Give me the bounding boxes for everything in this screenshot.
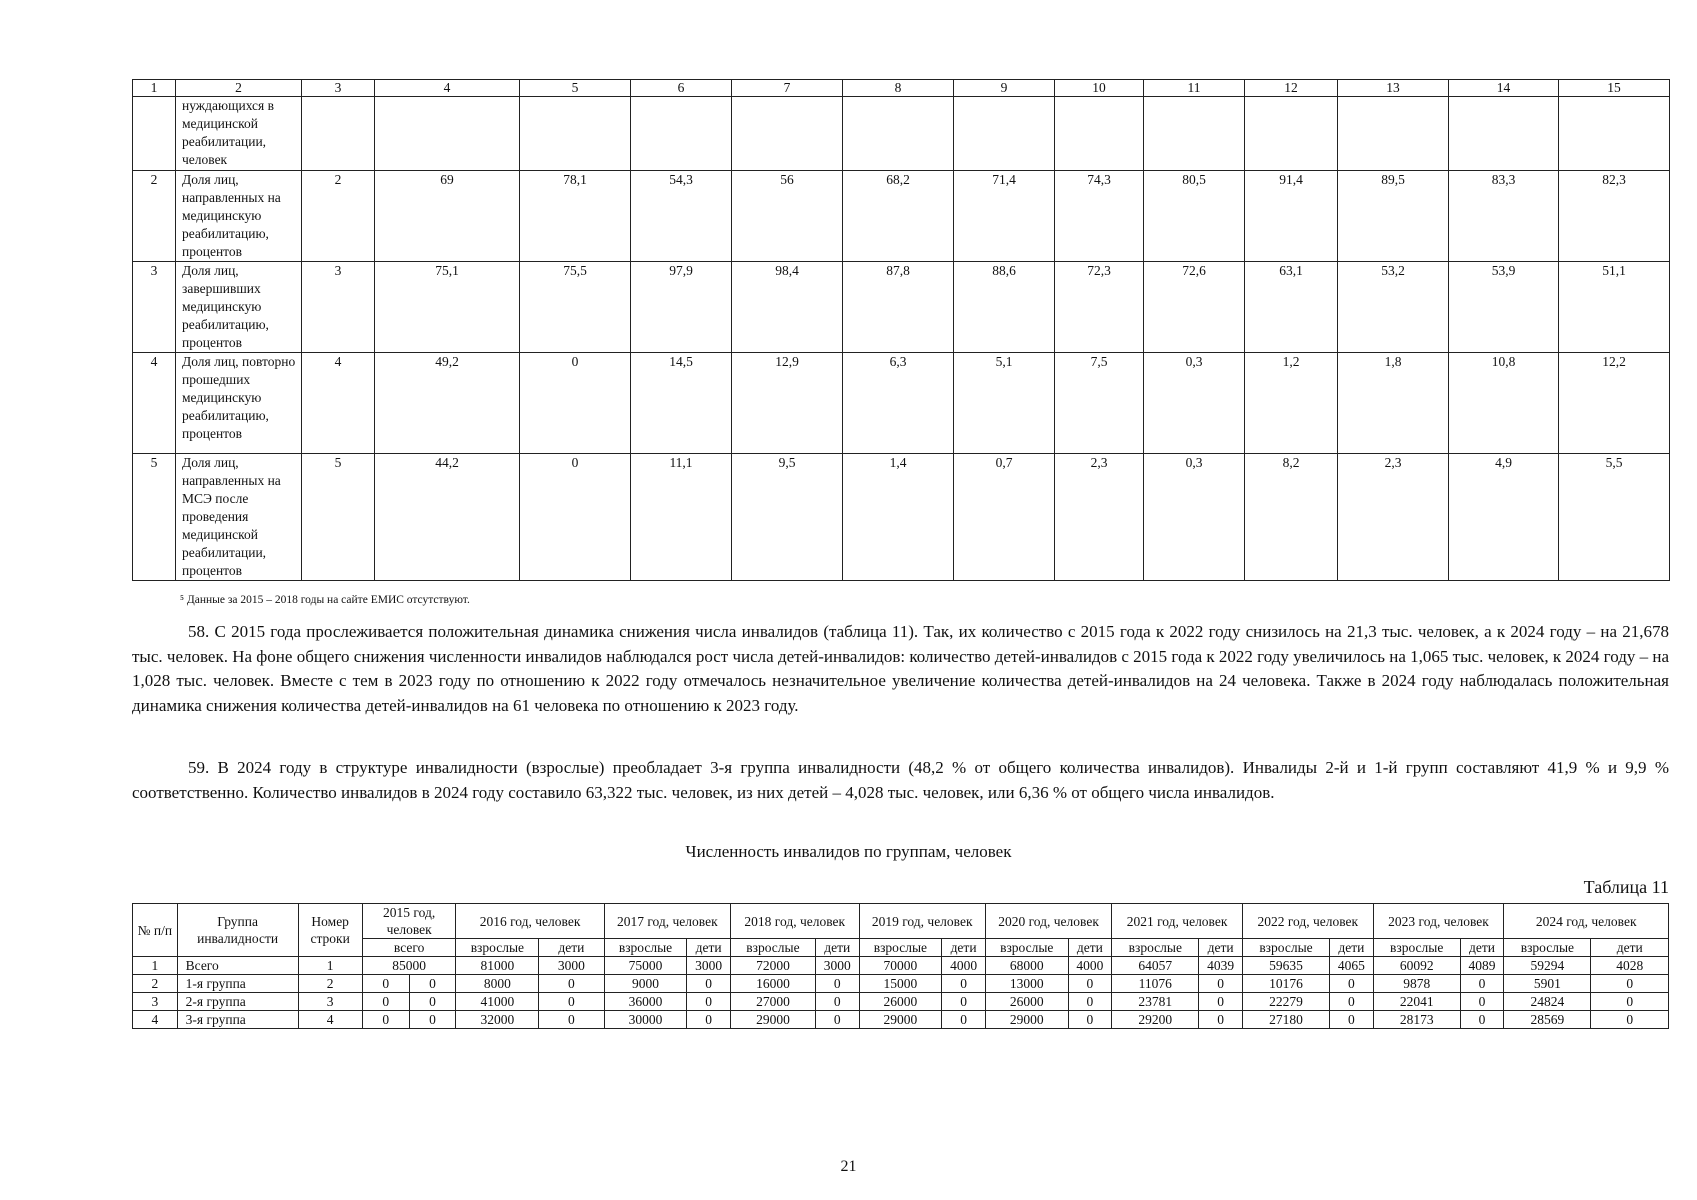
value-cell: 0 <box>1199 975 1243 993</box>
table-row <box>133 975 1669 993</box>
value-cell: 12,2 <box>1559 353 1670 454</box>
subheader-adults: взрослые <box>730 939 815 957</box>
row-number: 4 <box>133 1011 178 1029</box>
value-cell: 0 <box>362 975 409 993</box>
value-cell: 72,6 <box>1144 262 1245 353</box>
header-year: 2016 год, человек <box>456 904 604 939</box>
value-cell: 59294 <box>1504 957 1591 975</box>
group-name: 1-я группа <box>177 975 298 993</box>
value-cell: 91,4 <box>1245 171 1338 262</box>
value-cell: 8,2 <box>1245 454 1338 581</box>
value-cell: 10,8 <box>1449 353 1559 454</box>
value-cell: 0 <box>409 993 456 1011</box>
value-cell: 4,9 <box>1449 454 1559 581</box>
value-cell: 10176 <box>1242 975 1329 993</box>
col-number: 10 <box>1055 80 1144 97</box>
value-cell: 9000 <box>604 975 687 993</box>
value-cell: 0 <box>409 1011 456 1029</box>
value-cell: 4039 <box>1199 957 1243 975</box>
header-number: № п/п <box>133 904 178 957</box>
value-cell: 12,9 <box>732 353 843 454</box>
subheader-adults: взрослые <box>1504 939 1591 957</box>
value-cell: 53,9 <box>1449 262 1559 353</box>
value-cell: 0,3 <box>1144 353 1245 454</box>
line-number: 2 <box>298 975 362 993</box>
subheader-children: дети <box>687 939 731 957</box>
value-cell: 70000 <box>859 957 942 975</box>
line-number: 4 <box>302 353 375 454</box>
table-row <box>133 1011 1669 1029</box>
value-cell: 69 <box>375 171 520 262</box>
value-cell: 0 <box>942 993 986 1011</box>
header-line: Номер строки <box>298 904 362 957</box>
row-label: Доля лиц, завершивших медицинскую реабилитацию, процентов <box>176 262 302 353</box>
value-cell: 2,3 <box>1338 454 1449 581</box>
col-number: 11 <box>1144 80 1245 97</box>
value-cell: 98,4 <box>732 262 843 353</box>
value-cell: 44,2 <box>375 454 520 581</box>
value-cell: 23781 <box>1112 993 1199 1011</box>
col-number: 2 <box>176 80 302 97</box>
group-name: Всего <box>177 957 298 975</box>
value-cell: 53,2 <box>1338 262 1449 353</box>
value-cell: 56 <box>732 171 843 262</box>
group-name: 2-я группа <box>177 993 298 1011</box>
value-cell: 0,3 <box>1144 454 1245 581</box>
value-cell: 63,1 <box>1245 262 1338 353</box>
header-year: 2024 год, человек <box>1504 904 1669 939</box>
value-cell: 15000 <box>859 975 942 993</box>
value-cell: 0 <box>1199 1011 1243 1029</box>
col-number: 12 <box>1245 80 1338 97</box>
table-number: Таблица 11 <box>1583 877 1669 897</box>
value-cell: 0 <box>520 353 631 454</box>
value-cell: 11076 <box>1112 975 1199 993</box>
col-number: 3 <box>302 80 375 97</box>
subheader-children: дети <box>539 939 604 957</box>
col-number: 1 <box>133 80 176 97</box>
value-cell: 0 <box>942 975 986 993</box>
value-cell: 81000 <box>456 957 539 975</box>
row-number: 5 <box>133 454 176 581</box>
value-cell: 88,6 <box>954 262 1055 353</box>
value-cell: 9878 <box>1373 975 1460 993</box>
value-cell: 72,3 <box>1055 262 1144 353</box>
value-cell: 5,1 <box>954 353 1055 454</box>
value-cell: 87,8 <box>843 262 954 353</box>
header-group: Группа инвалидности <box>177 904 298 957</box>
value-cell: 28173 <box>1373 1011 1460 1029</box>
col-number: 9 <box>954 80 1055 97</box>
value-cell: 78,1 <box>520 171 631 262</box>
value-cell: 24824 <box>1504 993 1591 1011</box>
value-cell: 5901 <box>1504 975 1591 993</box>
value-cell: 89,5 <box>1338 171 1449 262</box>
value-cell: 4000 <box>942 957 986 975</box>
value-cell: 32000 <box>456 1011 539 1029</box>
value-cell: 13000 <box>985 975 1068 993</box>
value-cell: 0 <box>1330 993 1374 1011</box>
col-number: 5 <box>520 80 631 97</box>
page-number: 21 <box>840 1158 857 1175</box>
subheader-adults: взрослые <box>1373 939 1460 957</box>
value-cell: 0 <box>362 993 409 1011</box>
value-cell: 11,1 <box>631 454 732 581</box>
subheader-children: дети <box>1460 939 1504 957</box>
paragraph-58 <box>132 620 1669 718</box>
row-label: Доля лиц, направленных на МСЭ после проведения медицинской реабилитации, процентов <box>176 454 302 581</box>
value-cell: 68,2 <box>843 171 954 262</box>
value-cell: 0 <box>687 1011 731 1029</box>
value-cell: 29000 <box>985 1011 1068 1029</box>
value-cell: 0 <box>1330 975 1374 993</box>
header-year: 2023 год, человек <box>1373 904 1504 939</box>
row-label: нуждающихся в медицинской реабилитации, человек <box>176 97 302 171</box>
row-label: Доля лиц, направленных на медицинскую реабилитацию, процентов <box>176 171 302 262</box>
value-cell: 29200 <box>1112 1011 1199 1029</box>
header-year: 2020 год, человек <box>985 904 1111 939</box>
row-number: 1 <box>133 957 178 975</box>
header-row <box>133 904 1669 939</box>
value-cell: 0 <box>1068 1011 1112 1029</box>
line-number: 3 <box>298 993 362 1011</box>
value-cell: 0 <box>815 975 859 993</box>
subheader-children: дети <box>1330 939 1374 957</box>
paragraph-text: 59. В 2024 году в структуре инвалидности (взрослые) преобладает 3-я группа инвалидности (48,2 % от общего количества инвалидов). Инвалиды 2-й и 1-й групп составляют 41,9 % и 9,9 % соответственно. Количество инвалидов в 2024 году составило 63,322 тыс. человек, из них детей – 4,028 тыс. человек, или 6,36 % от общего числа инвалидов. <box>132 758 1669 802</box>
table-row <box>133 957 1669 975</box>
row-number: 2 <box>133 171 176 262</box>
value-cell: 64057 <box>1112 957 1199 975</box>
value-cell: 7,5 <box>1055 353 1144 454</box>
value-cell: 85000 <box>362 957 456 975</box>
subheader-children: дети <box>815 939 859 957</box>
value-cell: 49,2 <box>375 353 520 454</box>
header-year: 2021 год, человек <box>1112 904 1243 939</box>
value-cell: 14,5 <box>631 353 732 454</box>
value-cell: 60092 <box>1373 957 1460 975</box>
value-cell: 0 <box>1591 975 1669 993</box>
table-row <box>133 993 1669 1011</box>
header-year: 2017 год, человек <box>604 904 730 939</box>
value-cell: 0 <box>539 993 604 1011</box>
value-cell: 3000 <box>687 957 731 975</box>
value-cell: 54,3 <box>631 171 732 262</box>
table-row <box>133 454 1670 581</box>
value-cell: 27180 <box>1242 1011 1329 1029</box>
header-year: 2019 год, человек <box>859 904 985 939</box>
value-cell: 0 <box>409 975 456 993</box>
value-cell: 4000 <box>1068 957 1112 975</box>
subheader-row <box>133 939 1669 957</box>
value-cell: 3000 <box>815 957 859 975</box>
row-number: 3 <box>133 993 178 1011</box>
value-cell: 0,7 <box>954 454 1055 581</box>
header-year: 2022 год, человек <box>1242 904 1373 939</box>
value-cell: 1,2 <box>1245 353 1338 454</box>
group-name: 3-я группа <box>177 1011 298 1029</box>
value-cell: 2,3 <box>1055 454 1144 581</box>
value-cell: 1,4 <box>843 454 954 581</box>
value-cell: 0 <box>815 993 859 1011</box>
value-cell: 0 <box>1460 975 1504 993</box>
value-cell: 0 <box>1460 1011 1504 1029</box>
subheader-adults: взрослые <box>456 939 539 957</box>
value-cell: 75,5 <box>520 262 631 353</box>
value-cell: 3000 <box>539 957 604 975</box>
subheader-children: дети <box>1199 939 1243 957</box>
value-cell: 71,4 <box>954 171 1055 262</box>
subheader-adults: взрослые <box>1242 939 1329 957</box>
disability-groups-table <box>132 903 1669 1029</box>
line-number: 1 <box>298 957 362 975</box>
col-number: 13 <box>1338 80 1449 97</box>
subheader-children: дети <box>942 939 986 957</box>
row-number: 4 <box>133 353 176 454</box>
value-cell: 0 <box>687 993 731 1011</box>
subheader-adults: взрослые <box>859 939 942 957</box>
value-cell: 0 <box>539 975 604 993</box>
subheader-adults: взрослые <box>985 939 1068 957</box>
subheader-adults: взрослые <box>1112 939 1199 957</box>
value-cell: 28569 <box>1504 1011 1591 1029</box>
value-cell: 0 <box>1068 975 1112 993</box>
col-number: 8 <box>843 80 954 97</box>
value-cell: 82,3 <box>1559 171 1670 262</box>
value-cell: 97,9 <box>631 262 732 353</box>
column-number-row <box>133 80 1670 97</box>
col-number: 14 <box>1449 80 1559 97</box>
value-cell: 30000 <box>604 1011 687 1029</box>
value-cell: 5,5 <box>1559 454 1670 581</box>
header-year-2015: 2015 год, человек <box>362 904 456 939</box>
table-row <box>133 97 1670 171</box>
col-number: 7 <box>732 80 843 97</box>
value-cell: 68000 <box>985 957 1068 975</box>
line-number: 4 <box>298 1011 362 1029</box>
row-label: Доля лиц, повторно прошедших медицинскую реабилитацию, процентов <box>176 353 302 454</box>
value-cell: 0 <box>1591 993 1669 1011</box>
col-number: 15 <box>1559 80 1670 97</box>
col-number: 6 <box>631 80 732 97</box>
value-cell: 36000 <box>604 993 687 1011</box>
line-number: 5 <box>302 454 375 581</box>
value-cell: 0 <box>1068 993 1112 1011</box>
subheader-children: дети <box>1591 939 1669 957</box>
row-number: 3 <box>133 262 176 353</box>
value-cell: 0 <box>1330 1011 1374 1029</box>
value-cell: 0 <box>539 1011 604 1029</box>
value-cell: 0 <box>815 1011 859 1029</box>
value-cell: 75,1 <box>375 262 520 353</box>
value-cell: 0 <box>1591 1011 1669 1029</box>
value-cell: 72000 <box>730 957 815 975</box>
value-cell: 0 <box>362 1011 409 1029</box>
value-cell: 80,5 <box>1144 171 1245 262</box>
value-cell: 29000 <box>859 1011 942 1029</box>
subheader-total: всего <box>362 939 456 957</box>
value-cell: 41000 <box>456 993 539 1011</box>
value-cell: 16000 <box>730 975 815 993</box>
value-cell: 8000 <box>456 975 539 993</box>
value-cell: 22041 <box>1373 993 1460 1011</box>
value-cell: 4089 <box>1460 957 1504 975</box>
col-number: 4 <box>375 80 520 97</box>
paragraph-text: 58. С 2015 года прослеживается положительная динамика снижения числа инвалидов (таблица 11). Так, их количество с 2015 года к 2022 году снизилось на 21,3 тыс. человек, а к 2024 году – на 21,678 тыс. человек. На фоне общего снижения численности инвалидов наблюдался рост числа детей-инвалидов: количество детей-инвалидов с 2015 года к 2022 году увеличилось на 1,065 тыс. человек, к 2024 году – на 1,028 тыс. человек. Вместе с тем в 2023 году по отношению к 2022 году отмечалось незначительное увеличение количества детей-инвалидов на 24 человека. Также в 2024 году наблюдалась положительная динамика снижения количества детей-инвалидов на 61 человека по отношению к 2023 году. <box>132 622 1669 715</box>
table-row <box>133 262 1670 353</box>
rehabilitation-table <box>132 79 1670 581</box>
value-cell: 75000 <box>604 957 687 975</box>
value-cell: 83,3 <box>1449 171 1559 262</box>
table-row <box>133 353 1670 454</box>
line-number: 2 <box>302 171 375 262</box>
table-caption: Численность инвалидов по группам, человек <box>685 842 1012 861</box>
value-cell: 59635 <box>1242 957 1329 975</box>
value-cell: 27000 <box>730 993 815 1011</box>
value-cell: 26000 <box>859 993 942 1011</box>
value-cell: 26000 <box>985 993 1068 1011</box>
value-cell: 74,3 <box>1055 171 1144 262</box>
line-number: 3 <box>302 262 375 353</box>
value-cell: 0 <box>1460 993 1504 1011</box>
row-number: 2 <box>133 975 178 993</box>
subheader-adults: взрослые <box>604 939 687 957</box>
value-cell: 9,5 <box>732 454 843 581</box>
value-cell: 0 <box>1199 993 1243 1011</box>
value-cell: 0 <box>687 975 731 993</box>
value-cell: 51,1 <box>1559 262 1670 353</box>
header-year: 2018 год, человек <box>730 904 859 939</box>
value-cell: 4028 <box>1591 957 1669 975</box>
paragraph-59 <box>132 756 1669 805</box>
value-cell: 0 <box>520 454 631 581</box>
subheader-children: дети <box>1068 939 1112 957</box>
value-cell: 0 <box>942 1011 986 1029</box>
value-cell: 22279 <box>1242 993 1329 1011</box>
value-cell: 1,8 <box>1338 353 1449 454</box>
table-row <box>133 171 1670 262</box>
value-cell: 29000 <box>730 1011 815 1029</box>
value-cell: 6,3 <box>843 353 954 454</box>
footnote: ⁵ Данные за 2015 – 2018 годы на сайте ЕМИС отсутствуют. <box>180 594 470 606</box>
value-cell: 4065 <box>1330 957 1374 975</box>
